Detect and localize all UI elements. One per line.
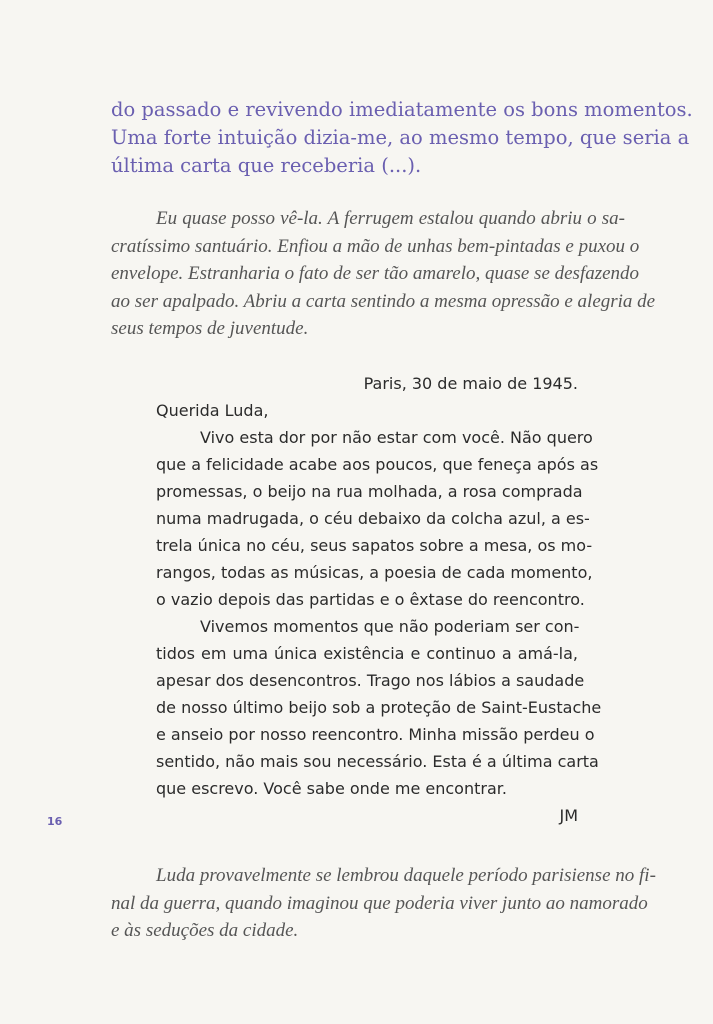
intro-line: última carta que receberia (...).	[111, 154, 422, 177]
narrative-line: Luda provavelmente se lembrou daquele período parisiense no fi-	[156, 865, 656, 886]
narrative-line: seus tempos de juventude.	[111, 318, 309, 339]
letter-line: que escrevo. Você sabe onde me encontrar.	[156, 779, 507, 798]
intro-paragraph	[111, 96, 693, 180]
page-number: 16	[47, 815, 63, 828]
narrative-line: envelope. Estranharia o fato de ser tão amarelo, quase se desfazendo	[111, 263, 640, 284]
letter-line: que a felicidade acabe aos poucos, que feneça após as	[156, 455, 599, 474]
letter-line: tidos em uma única existência e continuo a amá-la,	[156, 644, 578, 663]
intro-line: do passado e revivendo imediatamente os bons momentos.	[111, 98, 693, 121]
narrative-line: ao ser apalpado. Abriu a carta sentindo a mesma opressão e alegria de	[111, 290, 656, 312]
letter-line: Vivemos momentos que não poderiam ser con-	[200, 617, 580, 636]
letter-greeting: Querida Luda,	[156, 401, 269, 420]
letter-line: rangos, todas as músicas, a poesia de cada momento,	[156, 563, 593, 582]
narrative-line: cratíssimo santuário. Enfiou a mão de unhas bem-pintadas e puxou o	[111, 235, 640, 257]
narrative-line: Eu quase posso vê-la. A ferrugem estalou quando abriu o sa-	[156, 208, 625, 229]
letter-line: de nosso último beijo sob a proteção de Saint-Eustache	[156, 698, 602, 717]
letter-line: promessas, o beijo na rua molhada, a rosa comprada	[156, 482, 583, 501]
letter-line: Vivo esta dor por não estar com você. Não quero	[200, 428, 593, 447]
letter-line: e anseio por nosso reencontro. Minha missão perdeu o	[156, 725, 595, 744]
letter-line: sentido, não mais sou necessário. Esta é a última carta	[156, 752, 599, 771]
letter-line: numa madrugada, o céu debaixo da colcha azul, a es-	[156, 509, 590, 528]
letter-line: o vazio depois das partidas e o êxtase do reencontro.	[156, 590, 585, 609]
letter-line: trela única no céu, seus sapatos sobre a mesa, os mo-	[156, 536, 593, 555]
letter-date: Paris, 30 de maio de 1945.	[363, 374, 578, 393]
narrative-line: e às seduções da cidade.	[111, 920, 299, 941]
narrative-line: nal da guerra, quando imaginou que poderia viver junto ao namorado	[111, 892, 648, 914]
narrative-paragraph-1	[111, 205, 656, 343]
letter-line: apesar dos desencontros. Trago nos lábios a saudade	[156, 671, 585, 690]
narrative-paragraph-2	[111, 862, 656, 945]
letter	[156, 370, 602, 829]
intro-line: Uma forte intuição dizia-me, ao mesmo tempo, que seria a	[111, 126, 690, 149]
letter-signature: JM	[559, 806, 578, 825]
